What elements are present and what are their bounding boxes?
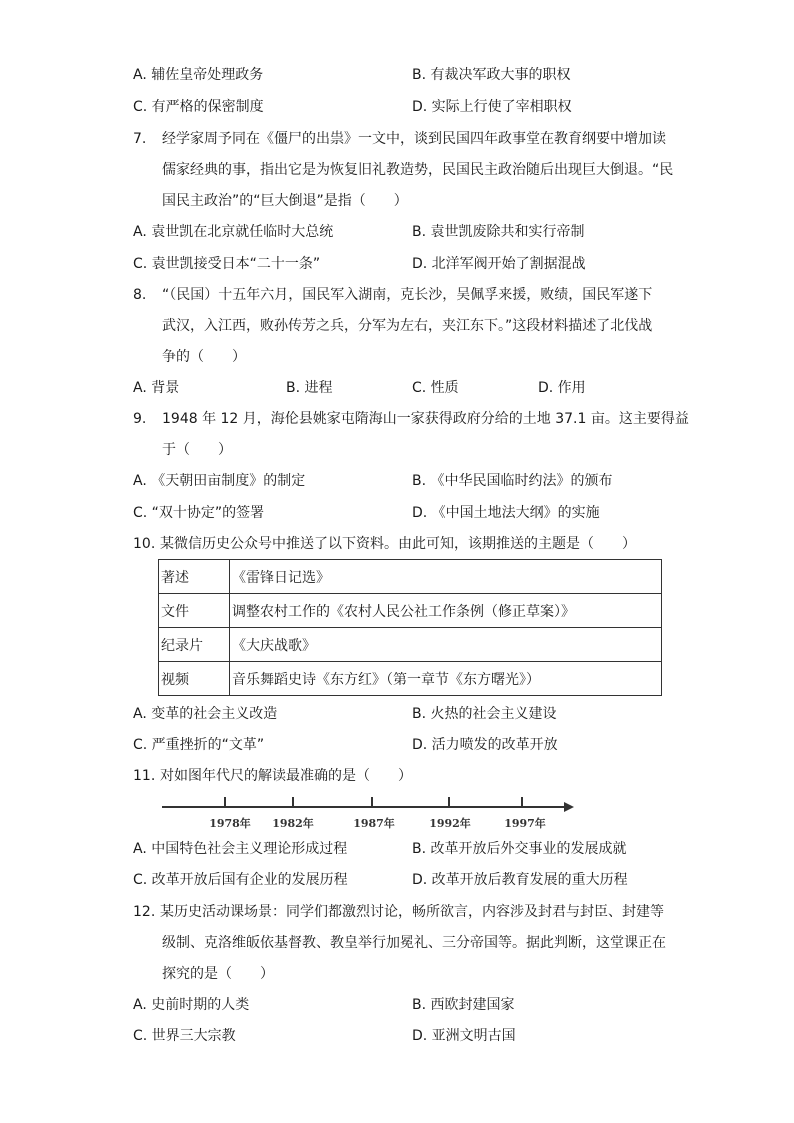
q8-text-line-2: 武汉，入江西，败孙传芳之兵，分军为左右，夹江东下。”这段材料描述了北伐战 — [162, 318, 653, 334]
q9-option-d: D. 《中国土地法大纲》的实施 — [412, 505, 600, 521]
table-row — [159, 560, 662, 594]
q7-text-line-3: 国民主政治”的“巨大倒退”是指（ ） — [162, 193, 408, 209]
q12-number: 12. — [133, 904, 156, 920]
table-row — [159, 594, 662, 628]
q8-number: 8. — [133, 287, 147, 303]
q6-option-a: A. 辅佐皇帝处理政务 — [133, 67, 264, 83]
q7-option-b: B. 袁世凯废除共和实行帝制 — [412, 224, 585, 240]
q7-option-d: D. 北洋军阀开始了割据混战 — [412, 256, 586, 272]
q10-option-c: C. 严重挫折的“文革” — [133, 737, 265, 753]
q12-option-d: D. 亚洲文明古国 — [412, 1028, 516, 1044]
q9-option-c: C. “双十协定”的签署 — [133, 505, 265, 521]
q7-text-line-2: 儒家经典的事，指出它是为恢复旧礼教造势，民国民主政治随后出现巨大倒退。“民 — [162, 162, 674, 178]
q9-option-a: A. 《天朝田亩制度》的制定 — [133, 473, 306, 489]
table-cell: 《雷锋日记选》 — [230, 560, 662, 594]
timeline-label: 1982年 — [272, 817, 314, 830]
q9-text-line-2: 于（ ） — [162, 442, 232, 458]
q6-option-b: B. 有裁决军政大事的职权 — [412, 67, 571, 83]
q8-text-line-3: 争的（ ） — [162, 349, 246, 365]
table-cell: 纪录片 — [159, 628, 230, 662]
q8-option-a: A. 背景 — [133, 380, 180, 396]
timeline-label: 1997年 — [504, 817, 546, 830]
q12-text-line-2: 级制、克洛维皈依基督教、教皇举行加冕礼、三分帝国等。据此判断，这堂课正在 — [162, 935, 666, 951]
q10-text: 某微信历史公众号中推送了以下资料。由此可知，该期推送的主题是（ ） — [160, 536, 636, 552]
q12-option-c: C. 世界三大宗教 — [133, 1028, 236, 1044]
q12-option-a: A. 史前时期的人类 — [133, 997, 250, 1013]
q12-option-b: B. 西欧封建国家 — [412, 997, 515, 1013]
table-cell: 视频 — [159, 662, 230, 696]
q11-number: 11. — [133, 768, 156, 784]
table-row — [159, 662, 662, 696]
q8-text-line-1: “（民国）十五年六月，国民军入湖南，克长沙，吴佩孚来援，败绩，国民军遂下 — [162, 287, 653, 303]
q10-option-d: D. 活力喷发的改革开放 — [412, 737, 558, 753]
q11-option-b: B. 改革开放后外交事业的发展成就 — [412, 841, 627, 857]
table-cell: 音乐舞蹈史诗《东方红》（第一章节《东方曙光》） — [230, 662, 662, 696]
q7-text-line-1: 经学家周予同在《僵尸的出祟》一文中，谈到民国四年政事堂在教育纲要中增加读 — [162, 131, 666, 147]
q10-option-b: B. 火热的社会主义建设 — [412, 706, 557, 722]
arrow-icon — [564, 802, 574, 812]
q11-option-c: C. 改革开放后国有企业的发展历程 — [133, 872, 348, 888]
q7-option-a: A. 袁世凯在北京就任临时大总统 — [133, 224, 334, 240]
q8-option-b: B. 进程 — [286, 380, 333, 396]
q6-option-d: D. 实际上行使了宰相职权 — [412, 99, 572, 115]
q12-text-line-3: 探究的是（ ） — [162, 966, 274, 982]
timeline-figure — [160, 792, 580, 832]
timeline-label: 1978年 — [209, 817, 251, 830]
q11-text: 对如图年代尺的解读最准确的是（ ） — [160, 768, 412, 784]
q8-option-d: D. 作用 — [538, 380, 586, 396]
timeline-label: 1987年 — [353, 817, 395, 830]
q6-option-c: C. 有严格的保密制度 — [133, 99, 264, 115]
q8-option-c: C. 性质 — [412, 380, 459, 396]
timeline-label: 1992年 — [429, 817, 471, 830]
table-cell: 文件 — [159, 594, 230, 628]
q9-option-b: B. 《中华民国临时约法》的颁布 — [412, 473, 613, 489]
q10-number: 10. — [133, 536, 156, 552]
q10-option-a: A. 变革的社会主义改造 — [133, 706, 278, 722]
table-cell: 调整农村工作的《农村人民公社工作条例（修正草案）》 — [230, 594, 662, 628]
table-cell: 著述 — [159, 560, 230, 594]
table-row — [159, 628, 662, 662]
q11-option-a: A. 中国特色社会主义理论形成过程 — [133, 841, 348, 857]
q9-text-line-1: 1948 年 12 月，海伦县姚家屯隋海山一家获得政府分给的土地 37.1 亩。这主要得益 — [162, 411, 689, 427]
q12-text-line-1: 某历史活动课场景：同学们都激烈讨论，畅所欲言，内容涉及封君与封臣、封建等 — [160, 904, 664, 920]
q11-option-d: D. 改革开放后教育发展的重大历程 — [412, 872, 628, 888]
q7-number: 7. — [133, 131, 147, 147]
table-cell: 《大庆战歌》 — [230, 628, 662, 662]
q9-number: 9. — [133, 411, 147, 427]
q7-option-c: C. 袁世凯接受日本“二十一条” — [133, 256, 321, 272]
q10-material-table — [158, 559, 662, 696]
